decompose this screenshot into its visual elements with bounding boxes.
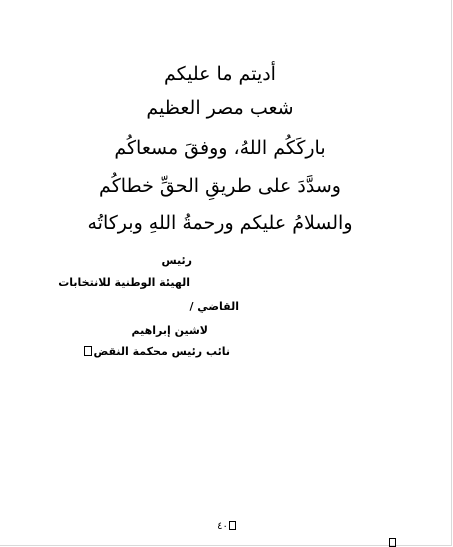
corner-mark-icon <box>389 538 396 547</box>
signature-name: لاشين إبراهيم <box>131 324 208 337</box>
page-number <box>0 521 453 533</box>
closing-line-5: والسلامُ عليكم ورحمةُ اللهِ وبركاتُه <box>87 212 353 234</box>
closing-line-4: وسدَّدَ على طريقِ الحقِّ خطاكُم <box>99 175 341 197</box>
closing-line-2: شعب مصر العظيم <box>146 97 294 119</box>
signature-position-text: نائب رئيس محكمة النقض <box>93 345 230 358</box>
signature-rank: القاضي / <box>189 300 239 313</box>
page-number-text: ٤٠ <box>217 521 228 532</box>
signature-authority: الهيئة الوطنية للانتخابات <box>58 276 190 289</box>
signature-title: رئيس <box>161 254 192 267</box>
signature-position <box>84 345 230 359</box>
closing-line-3: باركَكُم اللهُ، ووفقَ مسعاكُم <box>114 137 326 159</box>
missing-glyph-icon <box>84 346 92 356</box>
missing-glyph-icon <box>229 521 236 530</box>
signature-block <box>40 252 400 367</box>
closing-line-1: أديتم ما عليكم <box>164 63 276 85</box>
closing-message <box>40 58 400 248</box>
